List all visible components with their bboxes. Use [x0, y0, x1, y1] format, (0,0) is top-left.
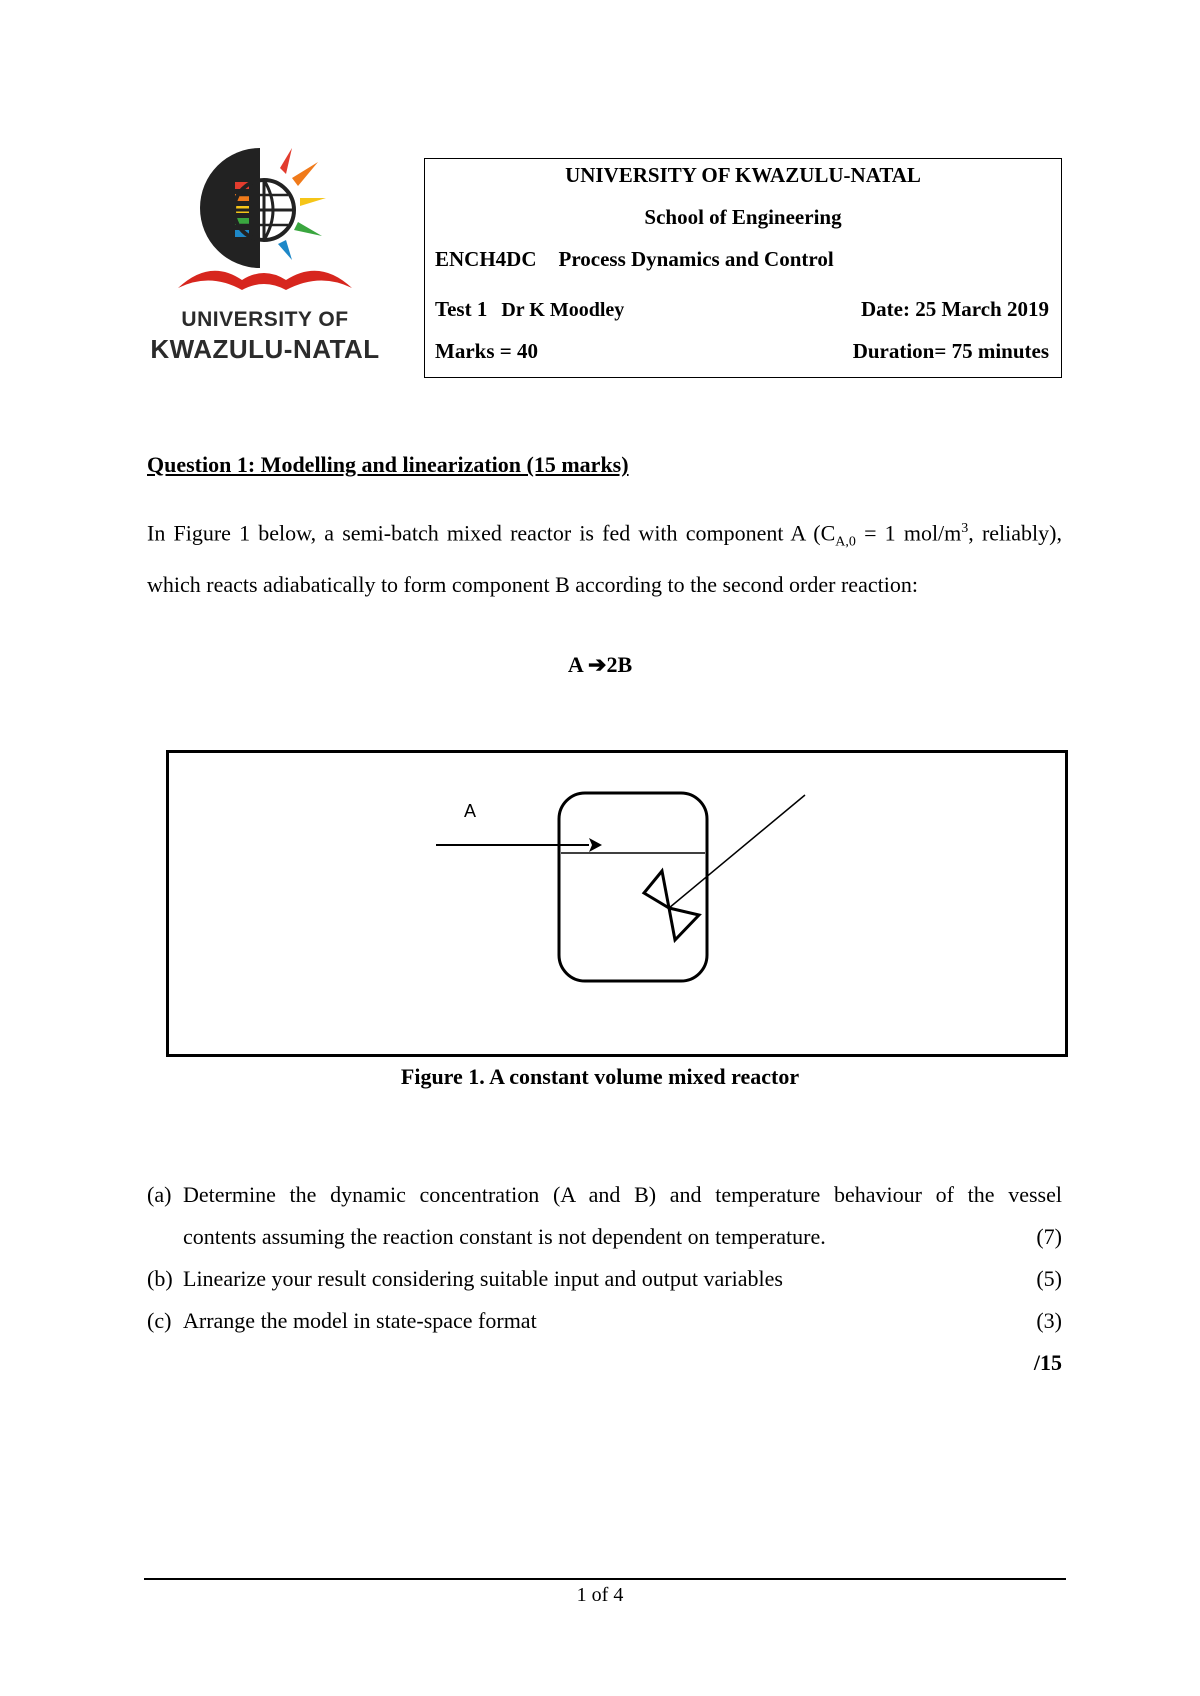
exam-date: Date: 25 March 2019	[861, 297, 1049, 321]
part-a-text-line2: contents assuming the reaction constant is not dependent on temperature.	[183, 1224, 826, 1249]
feed-arrowhead-icon	[589, 838, 602, 852]
figure-1-box	[166, 750, 1068, 1057]
intro-text-1: In Figure 1 below, a semi-batch mixed reactor is fed with component A (C	[147, 520, 836, 546]
part-a-text-line1: Determine the dynamic concentration (A and B) and temperature behaviour of the vessel	[183, 1182, 1062, 1207]
question-1-intro	[147, 508, 1062, 606]
impeller-blade-upper	[644, 871, 669, 908]
reaction-arrow-icon: ➔	[588, 652, 607, 677]
lecturer-name: Dr K Moodley	[501, 299, 625, 321]
total-marks-label: Marks = 40	[435, 339, 538, 363]
course-name: Process Dynamics and Control	[558, 247, 834, 271]
exam-duration: Duration= 75 minutes	[852, 339, 1049, 363]
course-line	[435, 247, 834, 272]
feed-label: A	[464, 801, 477, 821]
stirrer-shaft	[669, 795, 805, 908]
footer-divider	[144, 1578, 1066, 1580]
course-code: ENCH4DC	[435, 247, 537, 271]
page-number: 1 of 4	[576, 1584, 624, 1606]
part-c-marks: (3)	[1036, 1308, 1062, 1333]
question-1-heading: Question 1: Modelling and linearization (15 marks)	[147, 452, 629, 477]
logo-text-line2: KWAZULU-NATAL	[150, 334, 380, 364]
impeller-blade-lower	[669, 908, 699, 940]
part-b-letter: (b)	[147, 1266, 173, 1291]
test-label: Test 1	[435, 297, 488, 321]
test-line	[435, 297, 624, 322]
exam-header-box	[424, 158, 1062, 378]
reaction-product: 2B	[606, 652, 633, 677]
university-name: UNIVERSITY OF KWAZULU-NATAL	[565, 163, 921, 187]
ukzn-crest-icon	[140, 140, 390, 305]
part-c-letter: (c)	[147, 1308, 172, 1333]
reactor-vessel	[559, 793, 707, 981]
figure-1-caption: Figure 1. A constant volume mixed reactor	[400, 1064, 800, 1089]
reaction-equation	[0, 652, 1200, 678]
logo-text-line1: UNIVERSITY OF	[181, 308, 349, 331]
intro-superscript: 3	[961, 521, 969, 536]
intro-text-3: , reliably), which reacts adiabatically to form component B according to the second order reaction:	[147, 520, 1062, 597]
reactor-diagram	[169, 753, 1065, 1054]
question-1-total: /15	[1033, 1350, 1062, 1375]
part-a-letter: (a)	[147, 1182, 172, 1207]
school-name: School of Engineering	[644, 205, 842, 229]
intro-subscript: A,0	[835, 534, 856, 550]
reaction-reactant: A	[567, 652, 583, 677]
university-logo	[140, 140, 390, 365]
part-c-text: Arrange the model in state-space format	[183, 1308, 537, 1333]
part-a-marks: (7)	[1036, 1224, 1062, 1249]
part-b-text: Linearize your result considering suitable input and output variables	[183, 1266, 783, 1291]
intro-text-2: = 1 mol/m	[855, 520, 962, 546]
part-b-marks: (5)	[1036, 1266, 1062, 1291]
